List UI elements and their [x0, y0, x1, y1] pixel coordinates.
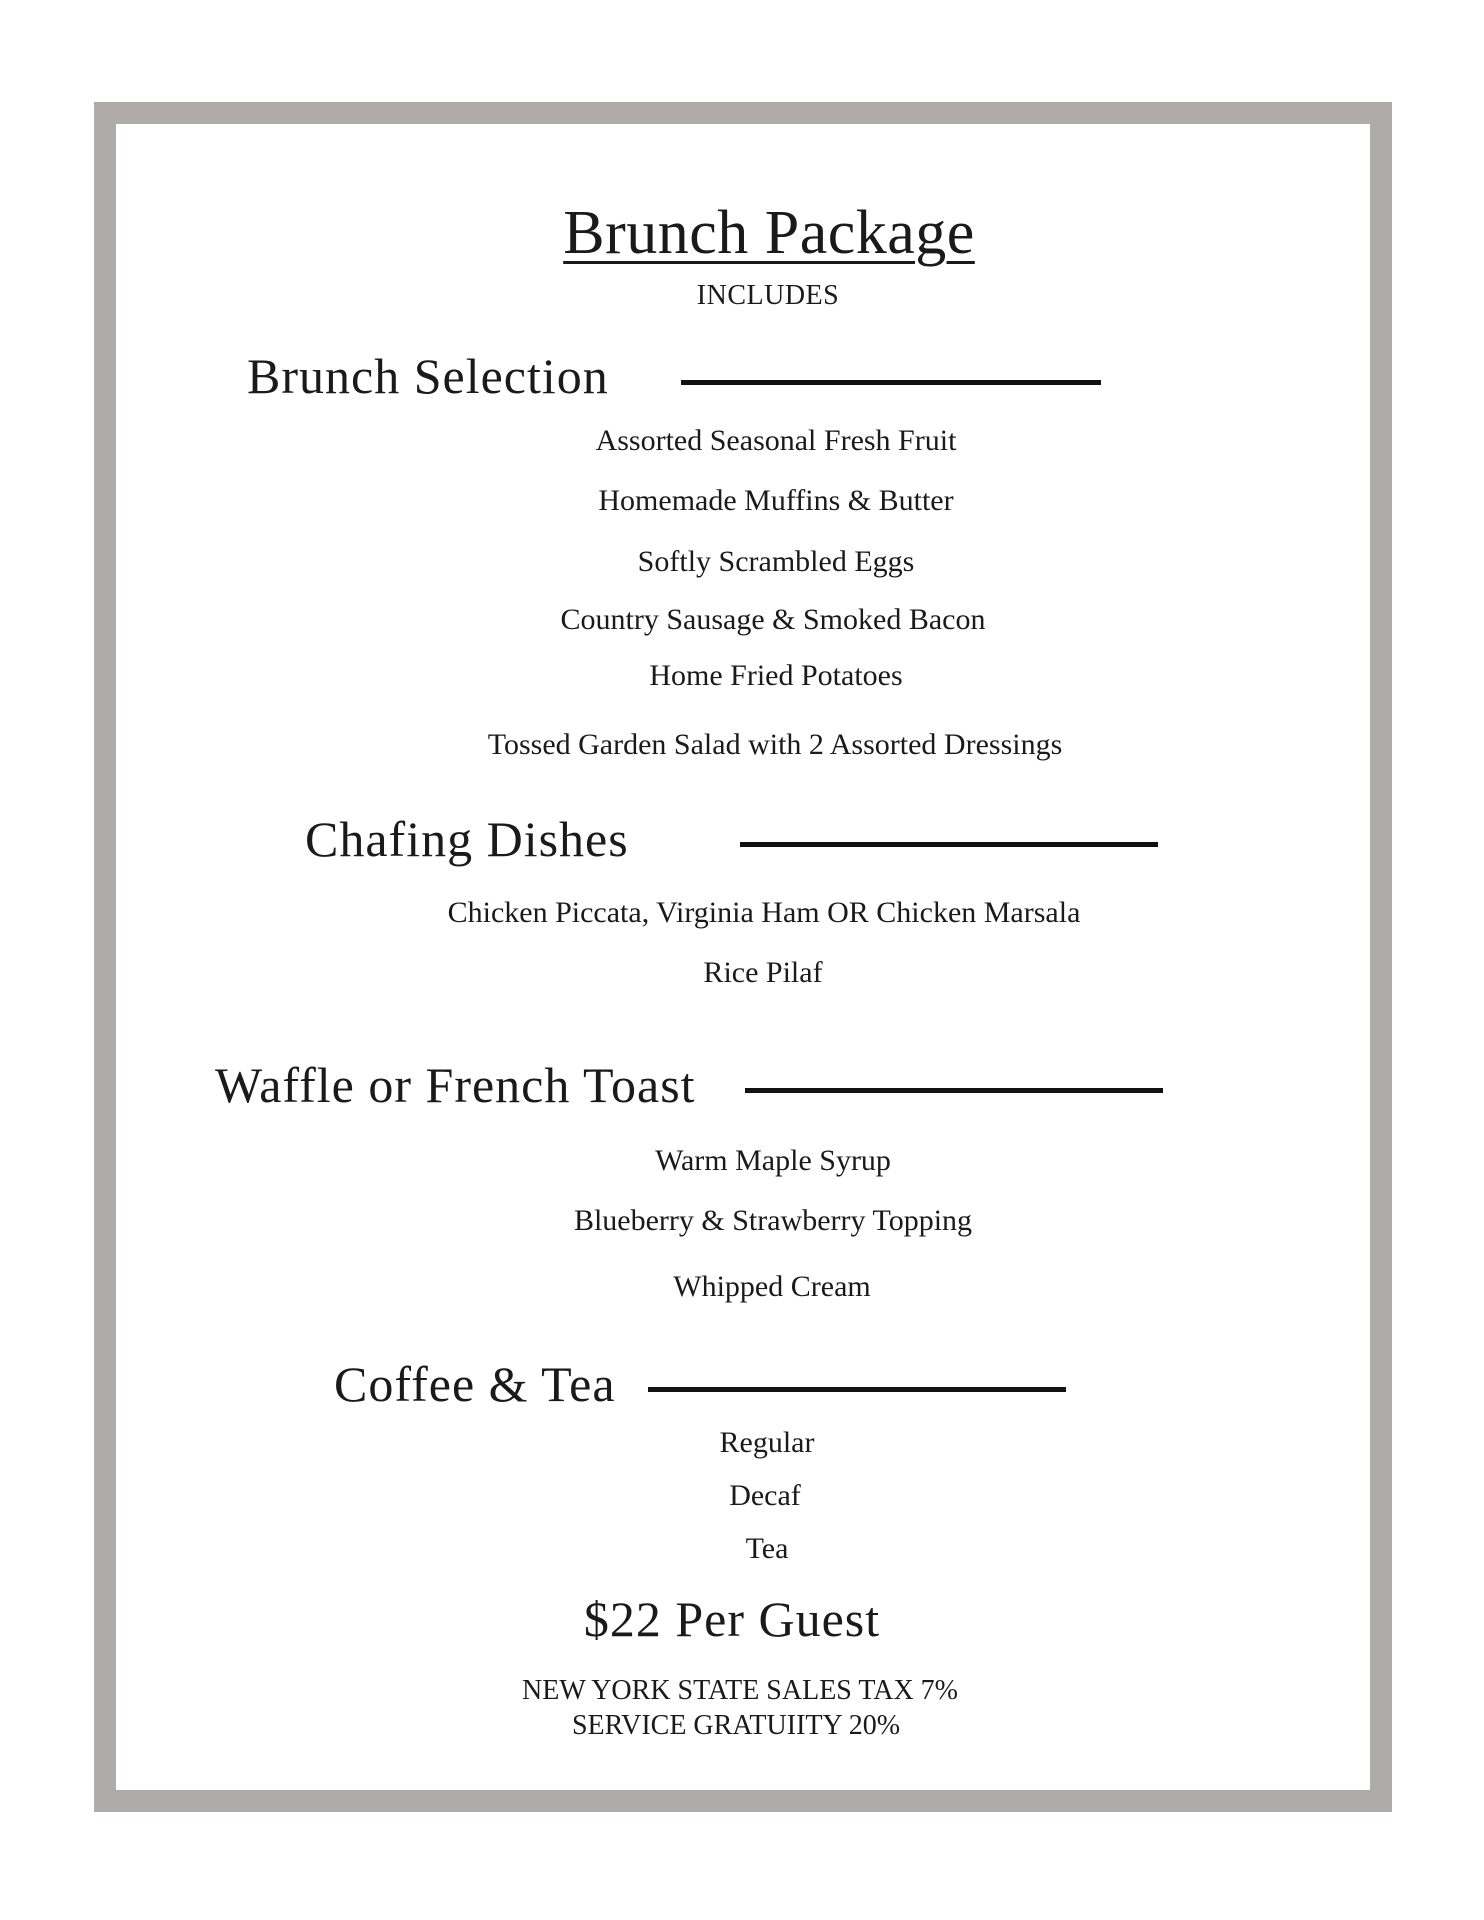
menu-item: Whipped Cream: [673, 1270, 871, 1303]
section-divider-line: [681, 380, 1101, 385]
menu-item: Tea: [745, 1532, 789, 1565]
section-heading: Coffee & Tea: [334, 1356, 616, 1412]
menu-item: Tossed Garden Salad with 2 Assorted Dressings: [487, 728, 1063, 761]
price-per-guest: $22 Per Guest: [583, 1591, 881, 1647]
section-divider-line: [745, 1088, 1163, 1093]
section-heading: Waffle or French Toast: [215, 1057, 696, 1113]
menu-item: Chicken Piccata, Virginia Ham OR Chicken Marsala: [447, 896, 1081, 929]
menu-item: Blueberry & Strawberry Topping: [573, 1204, 973, 1237]
section-heading: Brunch Selection: [247, 348, 609, 404]
menu-item: Softly Scrambled Eggs: [637, 545, 915, 578]
menu-item: Warm Maple Syrup: [655, 1144, 891, 1177]
menu-item: Decaf: [729, 1479, 801, 1512]
menu-item: Rice Pilaf: [703, 956, 823, 989]
section-divider-line: [648, 1387, 1066, 1392]
gratuity-note: SERVICE GRATUIITY 20%: [571, 1710, 901, 1741]
menu-item: Home Fried Potatoes: [649, 659, 903, 692]
section-heading: Chafing Dishes: [305, 811, 629, 867]
menu-item: Regular: [719, 1426, 815, 1459]
menu-item: Assorted Seasonal Fresh Fruit: [595, 424, 957, 457]
page-title: Brunch Package: [563, 199, 975, 267]
tax-note: NEW YORK STATE SALES TAX 7%: [522, 1675, 958, 1706]
page-subtitle: INCLUDES: [696, 280, 840, 311]
menu-item: Country Sausage & Smoked Bacon: [560, 603, 986, 636]
menu-item: Homemade Muffins & Butter: [598, 484, 954, 517]
section-divider-line: [740, 842, 1158, 847]
